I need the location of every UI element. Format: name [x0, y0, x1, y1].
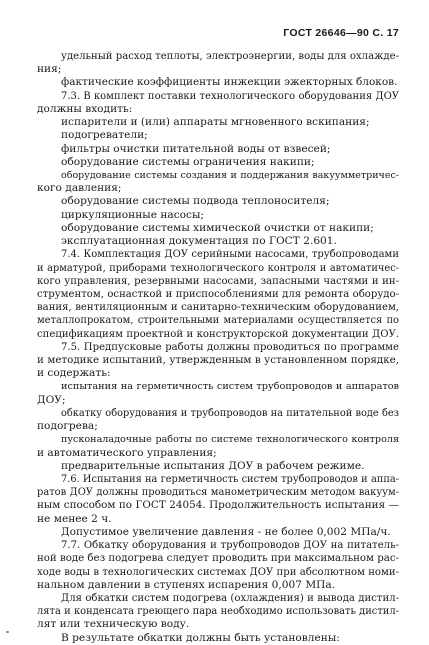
text-line: спецификациям проектной и конструкторской документации ДОУ.	[37, 328, 399, 340]
text-line: ным способом по ГОСТ 24054. Продолжительность испытания —	[37, 499, 399, 512]
text-line: и содержать:	[37, 367, 111, 380]
text-line: и автоматического управления;	[37, 446, 217, 459]
text-line: 7.5. Предпусковые работы должны проводиться по программе	[61, 341, 399, 353]
text-line: должны входить:	[37, 102, 133, 115]
text-line: эксплуатационная документация по ГОСТ 2.601.	[61, 235, 337, 248]
text-line: фильтры очистки питательной воды от взвесей;	[61, 142, 331, 155]
text-line: не менее 2 ч.	[37, 512, 112, 525]
text-line: Для обкатки систем подогрева (охлаждения) и вывода дистил-	[61, 592, 399, 604]
text-line: ния;	[37, 63, 62, 76]
text-line: Допустимое увеличение давления - не более 0,002 МПа/ч.	[61, 525, 391, 538]
text-line: подогрева;	[37, 420, 98, 433]
text-line: предварительные испытания ДОУ в рабочем режиме.	[61, 459, 365, 472]
text-line: обкатку оборудования и трубопроводов на питательной воде без	[61, 407, 399, 419]
text-line: металлопрокатом, строительными материалами осуществляется по	[37, 315, 399, 327]
text-line: оборудование системы ограничения накипи;	[61, 155, 315, 168]
text-line: 7.3. В комплект поставки технологического оборудования ДОУ	[61, 90, 399, 102]
text-line: ходе воды в технологических системах ДОУ при абсолютном номи-	[37, 566, 399, 578]
document-body	[37, 50, 399, 645]
text-line: фактические коэффициенты инжекции эжекторных блоков.	[61, 76, 398, 89]
text-line: лят или техническую воду.	[37, 618, 190, 631]
text-line: ратов ДОУ должны проводиться манометрическим методом вакуум-	[37, 487, 399, 499]
text-line: и арматурой, приборами технологического контроля и автоматичес-	[37, 262, 399, 274]
text-line: В результате обкатки должны быть установлены:	[61, 631, 340, 644]
text-line: циркуляционные насосы;	[61, 208, 204, 221]
text-line: ной воде без подогрева следует проводить при максимальном рас-	[37, 553, 399, 565]
text-line: кого управления, резервными насосами, запасными частями и ин-	[37, 275, 399, 287]
text-line: лята и конденсата греющего пара необходимо использовать дистил-	[37, 606, 399, 618]
text-line: оборудование системы создания и поддержания вакуумметричес-	[61, 169, 399, 181]
text-line: ДОУ;	[37, 393, 66, 406]
text-line: вания, вентиляционным и санитарно-техническим оборудованием,	[37, 302, 399, 314]
text-line: 7.7. Обкатку оборудования и трубопроводов ДОУ на питатель-	[61, 540, 399, 552]
text-line: 7.4. Комплектация ДОУ серийными насосами, трубопроводами	[61, 249, 399, 261]
text-line: удельный расход теплоты, электроэнергии, воды для охлажде-	[61, 51, 399, 62]
text-line: испытания на герметичность систем трубопроводов и аппаратов	[61, 381, 399, 393]
text-line: пусконаладочные работы по системе технологического контроля	[61, 434, 399, 446]
text-line: 7.6. Испытания на герметичность систем трубопроводов и аппа-	[61, 474, 399, 485]
text-line: и методике испытаний, утвержденным в установленном порядке,	[37, 354, 399, 367]
scan-artifact	[6, 631, 9, 633]
text-line: кого давления;	[37, 182, 122, 195]
text-line: оборудование системы химической очистки от накипи;	[61, 221, 374, 234]
text-line: испарители и (или) аппараты мгновенного вскипания;	[61, 116, 370, 129]
page-header: ГОСТ 26646—90 С. 17	[283, 27, 399, 39]
text-line: оборудование системы подвода теплоносителя;	[61, 195, 330, 208]
text-line: струментом, оснасткой и приспособлениями для ремонта оборудо-	[37, 288, 399, 300]
text-line: нальном давлении в ступенях испарения 0,007 МПа.	[37, 578, 336, 591]
text-line: подогреватели;	[61, 129, 148, 142]
